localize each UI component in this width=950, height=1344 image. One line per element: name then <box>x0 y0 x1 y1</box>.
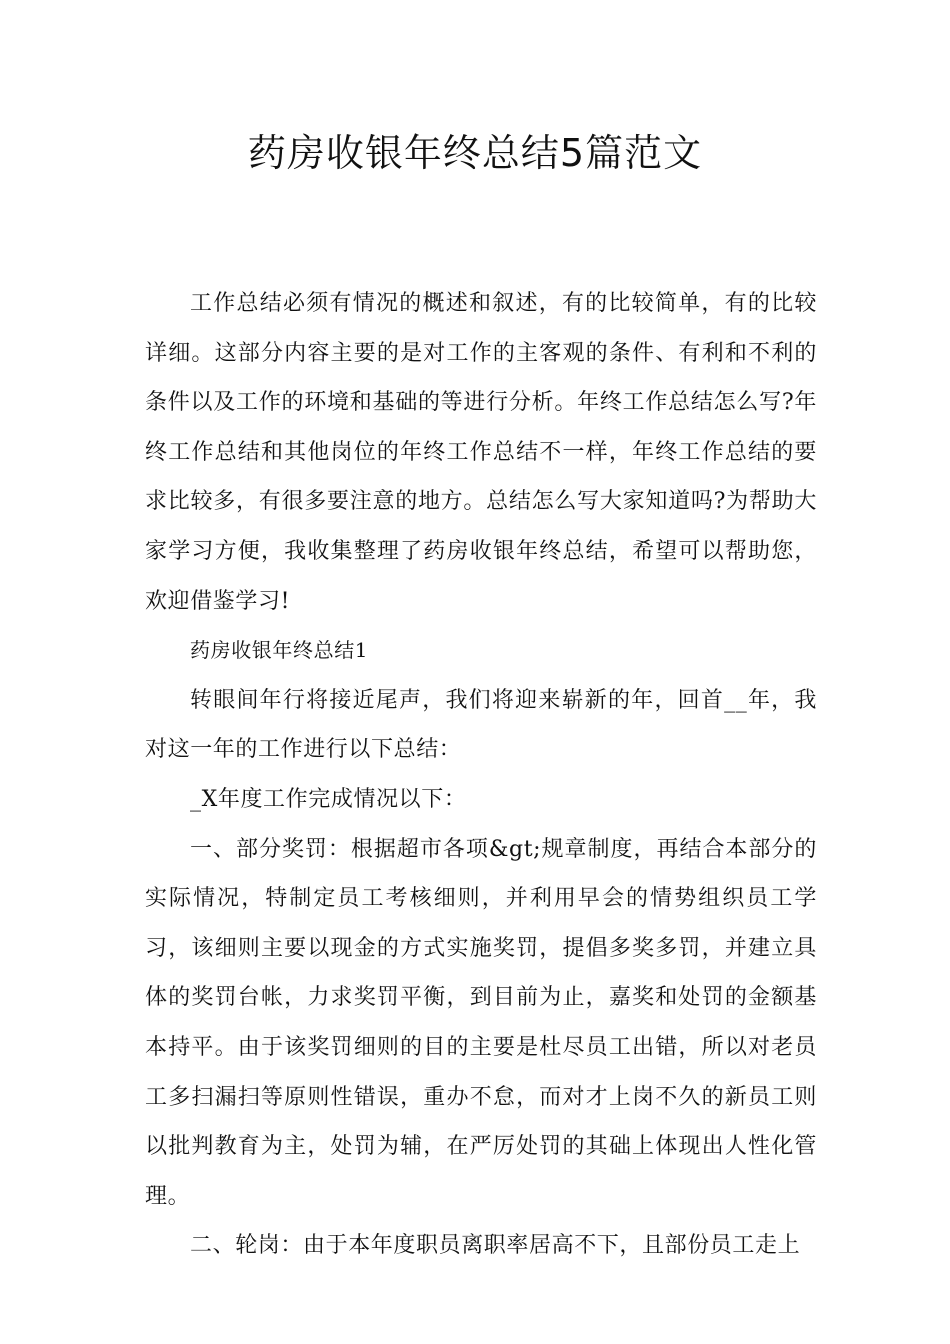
intro-paragraph: 工作总结必须有情况的概述和叙述，有的比较简单，有的比较详细。这部分内容主要的是对工作的主客观的条件、有利和不利的条件以及工作的环境和基础的等进行分析。年终工作总结怎么写?年终工作总结和其他岗位的年终工作总结不一样，年终工作总结的要求比较多，有很多要注意的地方。总结怎么写大家知道吗?为帮助大家学习方便，我收集整理了药房收银年终总结，希望可以帮助您，欢迎借鉴学习! <box>145 291 817 614</box>
body-paragraph: 二、轮岗：由于本年度职员离职率居高不下，且部份员工走上 <box>190 1233 801 1259</box>
body-paragraph: 转眼间年行将接近尾声，我们将迎来崭新的年，回首__年，我对这一年的工作进行以下总结： <box>145 687 817 763</box>
section-heading: 药房收银年终总结1 <box>190 638 369 663</box>
document-title: 药房收银年终总结5篇范文 <box>247 131 703 175</box>
body-paragraph: _X年度工作完成情况以下： <box>190 786 467 812</box>
document-body <box>145 279 817 1271</box>
body-paragraph: 一、部分奖罚：根据超市各项&gt;规章制度，再结合本部分的实际情况，特制定员工考核细则，并利用早会的情势组织员工学习，该细则主要以现金的方式实施奖罚，提倡多奖多罚，并建立具体的奖罚台帐，力求奖罚平衡，到目前为止，嘉奖和处罚的金额基本持平。由于该奖罚细则的目的主要是杜尽员工出错，所以对老员工多扫漏扫等原则性错误，重办不怠，而对才上岗不久的新员工则以批判教育为主，处罚为辅，在严厉处罚的其础上体现出人性化管理。 <box>145 836 817 1209</box>
